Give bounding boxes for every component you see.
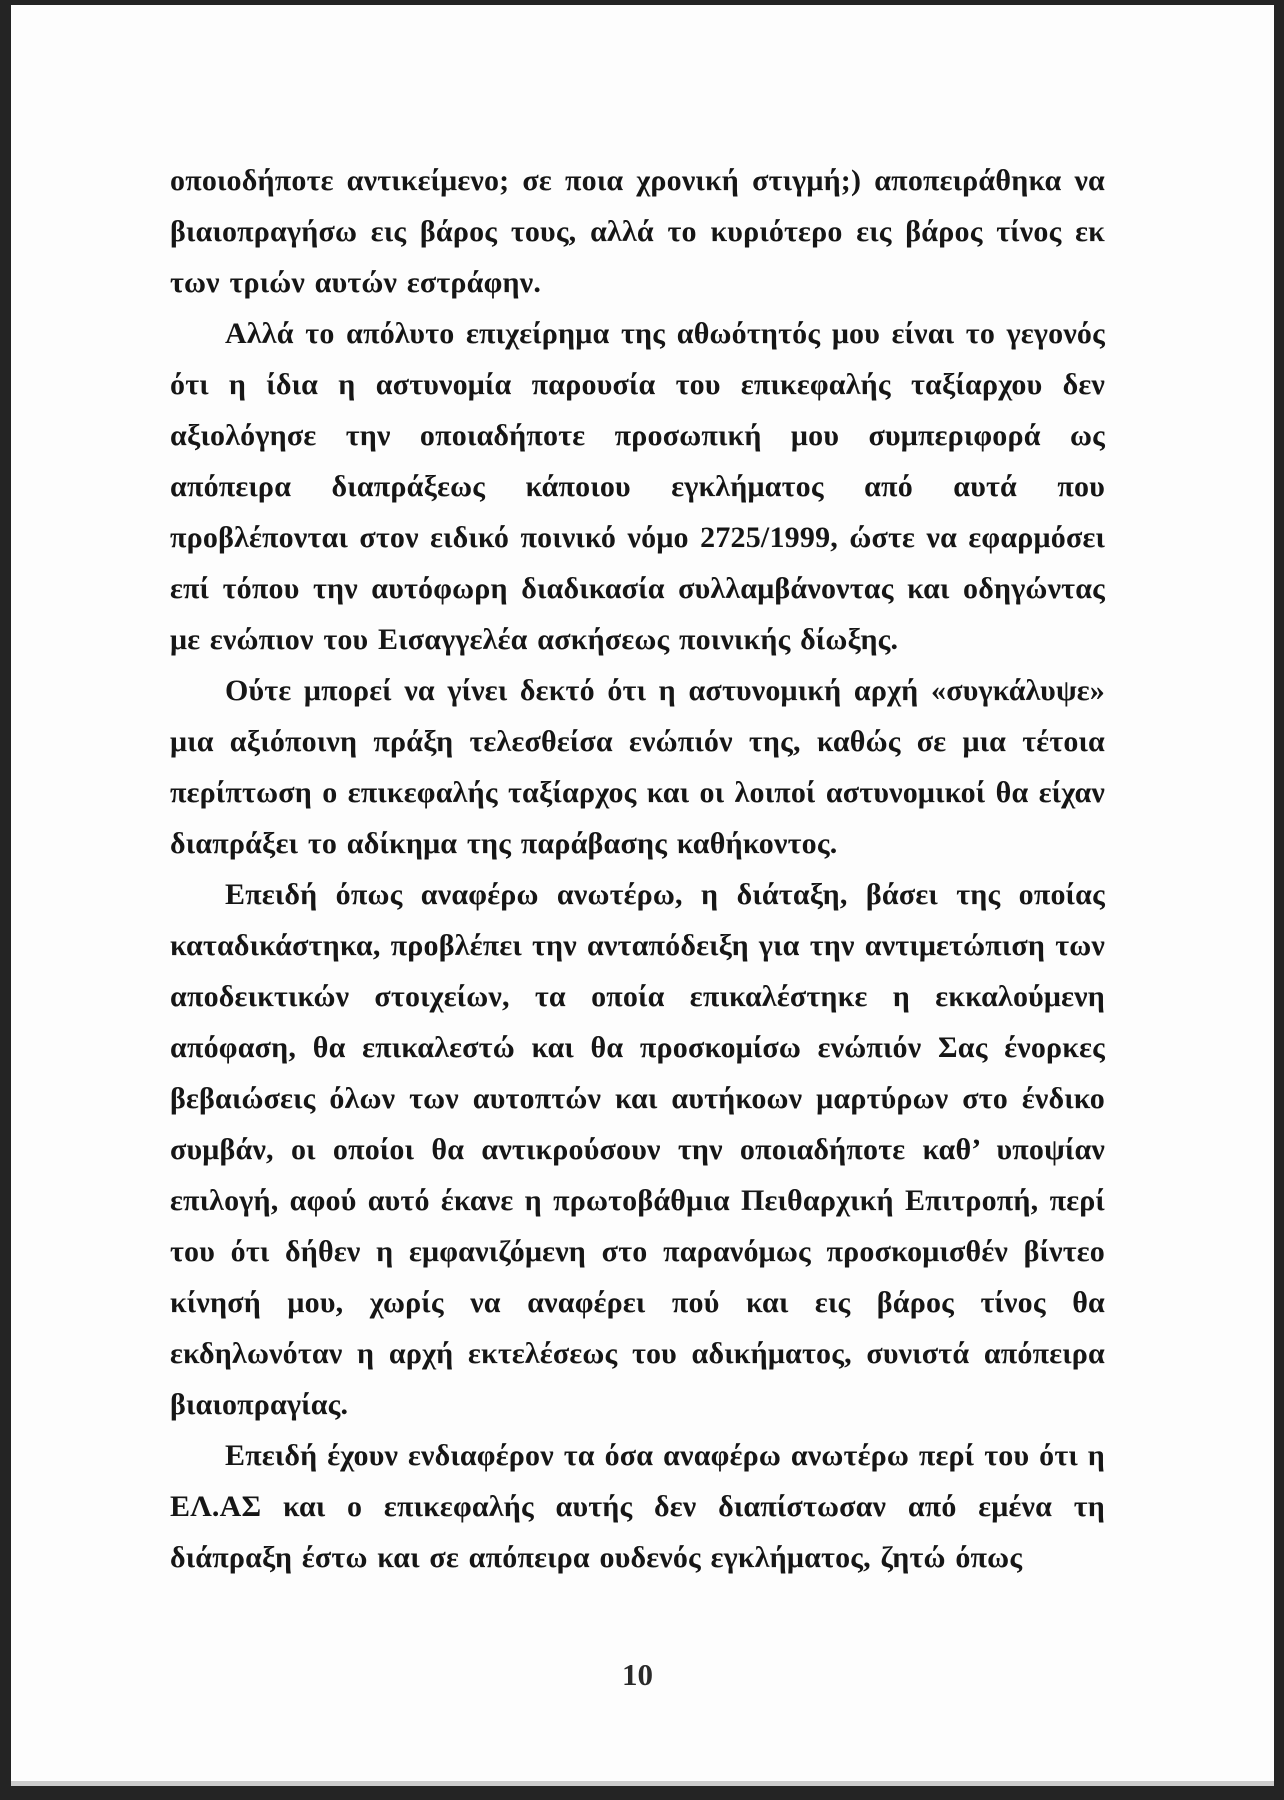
paragraph-5: Επειδή έχουν ενδιαφέρον τα όσα αναφέρω ανωτέρω περί του ότι η ΕΛ.ΑΣ και ο επικεφαλής αυτής δεν διαπίστωσαν από εμένα τη διάπραξη έστω και σε απόπειρα ουδενός εγκλήματος, ζητώ όπως: [170, 1439, 1105, 1574]
scan-edge-shadow: [11, 1781, 1274, 1786]
paragraph-1: οποιοδήποτε αντικείμενο; σε ποια χρονική στιγμή;) αποπειράθηκα να βιαιοπραγήσω εις βάρος τους, αλλά το κυριότερο εις βάρος τίνος εκ των τριών αυτών εστράφην.: [170, 164, 1105, 299]
page-number: 10: [622, 1657, 653, 1692]
paragraph-3: Ούτε μπορεί να γίνει δεκτό ότι η αστυνομική αρχή «συγκάλυψε» μια αξιόποινη πράξη τελεσθείσα ενώπιόν της, καθώς σε μια τέτοια περίπτωση ο επικεφαλής ταξίαρχος και οι λοιποί αστυνομικοί θα είχαν διαπράξει το αδίκημα της παράβασης καθήκοντος.: [170, 674, 1105, 860]
document-page: [11, 5, 1274, 1786]
paragraph-2: Αλλά το απόλυτο επιχείρημα της αθωότητός μου είναι το γεγονός ότι η ίδια η αστυνομία παρουσία του επικεφαλής ταξίαρχου δεν αξιολόγησε την οποιαδήποτε προσωπική μου συμπεριφορά ως απόπειρα διαπράξεως κάποιου εγκλήματος από αυτά που προβλέπονται στον ειδικό ποινικό νόμο 2725/1999, ώστε να εφαρμόσει επί τόπου την αυτόφωρη διαδικασία συλλαμβάνοντας και οδηγώντας με ενώπιον του Εισαγγελέα ασκήσεως ποινικής δίωξης.: [170, 317, 1105, 656]
paragraph-4: Επειδή όπως αναφέρω ανωτέρω, η διάταξη, βάσει της οποίας καταδικάστηκα, προβλέπει την ανταπόδειξη για την αντιμετώπιση των αποδεικτικών στοιχείων, τα οποία επικαλέστηκε η εκκαλούμενη απόφαση, θα επικαλεστώ και θα προσκομίσω ενώπιόν Σας ένορκες βεβαιώσεις όλων των αυτοπτών και αυτήκοων μαρτύρων στο ένδικο συμβάν, οι οποίοι θα αντικρούσουν την οποιαδήποτε καθ’ υποψίαν επιλογή, αφού αυτό έκανε η πρωτοβάθμια Πειθαρχική Επιτροπή, περί του ότι δήθεν η εμφανιζόμενη στο παρανόμως προσκομισθέν βίντεο κίνησή μου, χωρίς να αναφέρει πού και εις βάρος τίνος θα εκδηλωνόταν η αρχή εκτελέσεως του αδικήματος, συνιστά απόπειρα βιαιοπραγίας.: [170, 878, 1105, 1421]
text-block: [170, 155, 1105, 1583]
